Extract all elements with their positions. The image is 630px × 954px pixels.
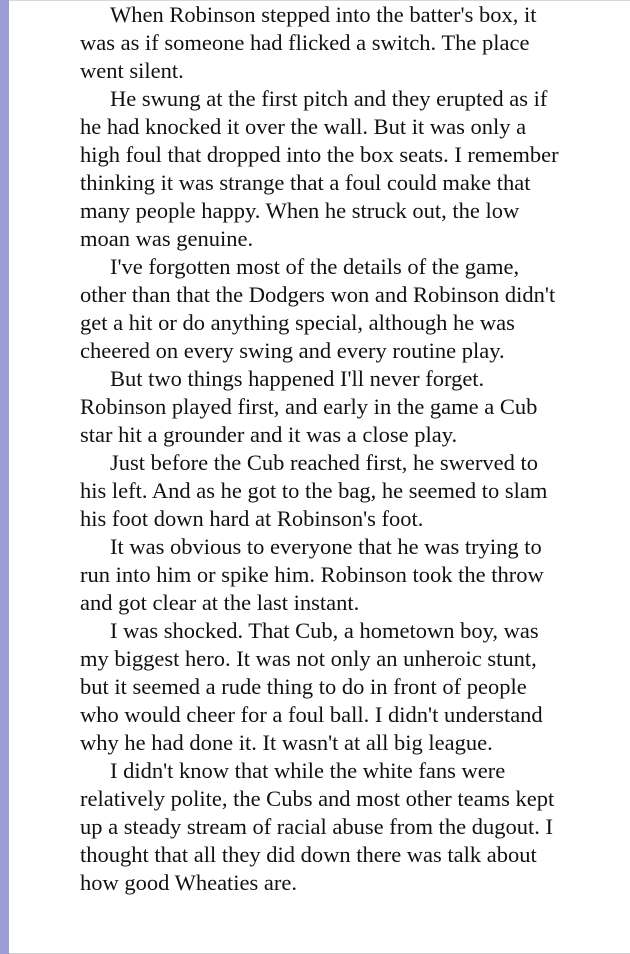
- paragraph: He swung at the first pitch and they erupted as if he had knocked it over the wall. But it was only a high foul that dropped into the box seats. I remember thinking it was strange that a foul could make that many people happy. When he struck out, the low moan was genuine.: [80, 86, 559, 251]
- paragraph: It was obvious to everyone that he was trying to run into him or spike him. Robinson took the throw and got clear at the last instant.: [80, 534, 544, 615]
- paragraph: But two things happened I'll never forget. Robinson played first, and early in the game a Cub star hit a grounder and it was a close play.: [80, 366, 538, 447]
- paragraph: I didn't know that while the white fans were relatively polite, the Cubs and most other teams kept up a steady stream of racial abuse from the dugout. I thought that all they did down there was talk about how good Wheaties are.: [80, 758, 555, 895]
- paragraph: When Robinson stepped into the batter's box, it was as if someone had flicked a switch. The place went silent.: [80, 2, 537, 83]
- paragraph: I was shocked. That Cub, a hometown boy, was my biggest hero. It was not only an unheroic stunt, but it seemed a rude thing to do in front of people who would cheer for a foul ball. I didn't understand why he had done it. It wasn't at all big league.: [80, 618, 543, 755]
- left-accent-bar: [0, 0, 9, 954]
- paragraph: I've forgotten most of the details of the game, other than that the Dodgers won and Robinson didn't get a hit or do anything special, although he was cheered on every swing and every routine play.: [80, 254, 556, 363]
- article-body: [80, 1, 566, 897]
- paragraph: Just before the Cub reached first, he swerved to his left. And as he got to the bag, he seemed to slam his foot down hard at Robinson's foot.: [80, 450, 548, 531]
